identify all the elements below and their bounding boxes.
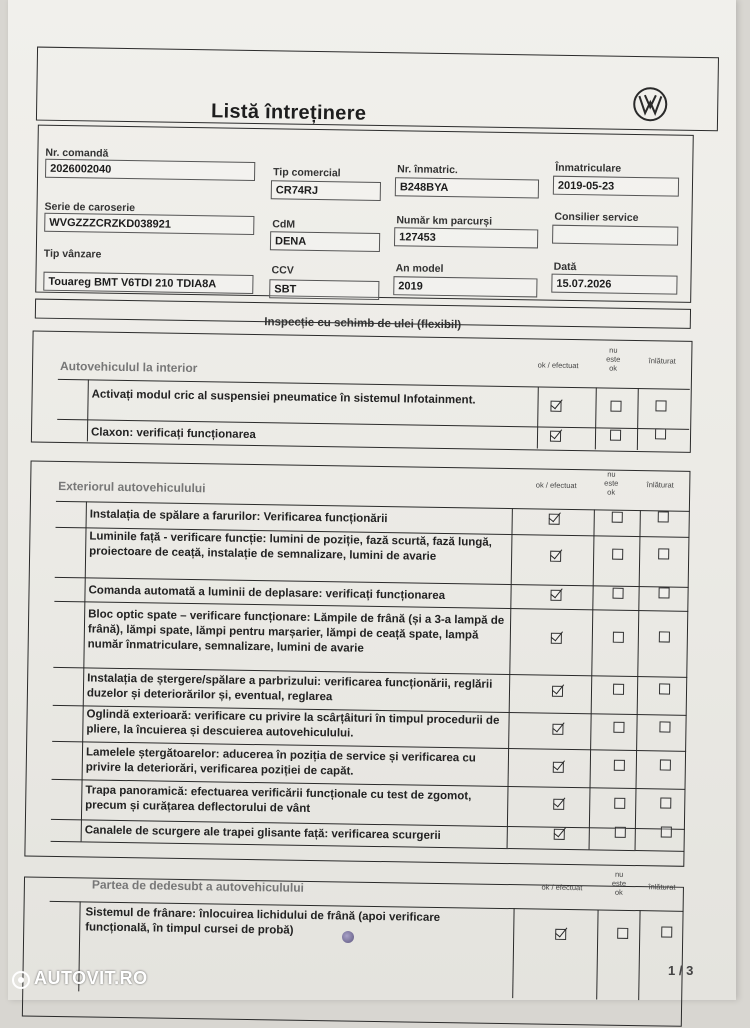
nu-ok-checkbox[interactable] <box>613 632 624 643</box>
ok-checkbox[interactable] <box>553 799 564 810</box>
inlaturat-checkbox[interactable] <box>655 428 666 439</box>
item-text: Instalația de spălare a farurilor: Verificarea funcționării <box>89 508 388 526</box>
col-inlaturat-header: înlăturat <box>646 480 674 490</box>
inlaturat-checkbox[interactable] <box>658 511 669 522</box>
numar-km-value: 127453 <box>394 227 538 248</box>
item-text: Claxon: verificați funcționarea <box>90 426 256 442</box>
nu-ok-checkbox[interactable] <box>613 722 624 733</box>
item-text: Activați modul cric al suspensiei pneumatice în sistemul Infotainment. <box>91 388 476 407</box>
ok-checkbox[interactable] <box>552 686 563 697</box>
ok-checkbox[interactable] <box>549 514 560 525</box>
col-ok-header: ok / efectuat <box>537 360 579 371</box>
page-title: Listă întreținere <box>210 100 367 125</box>
inlaturat-checkbox[interactable] <box>660 759 671 770</box>
ccv-value: SBT <box>269 279 379 300</box>
inlaturat-checkbox[interactable] <box>659 631 670 642</box>
col-nu-ok-header: nu este ok <box>606 345 621 373</box>
nu-ok-checkbox[interactable] <box>612 512 623 523</box>
col-inlaturat-header: înlăturat <box>648 882 676 892</box>
inlaturat-checkbox[interactable] <box>661 926 672 937</box>
inlaturat-checkbox[interactable] <box>658 548 669 559</box>
an-model-label: An model <box>395 262 444 275</box>
ok-checkbox[interactable] <box>550 431 561 442</box>
item-text: Instalația de ștergere/spălare a parbrizului: verificarea funcționării, reglării duzelor și deteriorărilor și, eventual, reglarea <box>86 672 493 704</box>
section-interior-title: Autovehiculul la interior <box>59 358 198 376</box>
col-ok-header: ok / efectuat <box>535 480 577 491</box>
ok-checkbox[interactable] <box>551 633 562 644</box>
title-frame <box>36 47 719 132</box>
item-text: Comanda automată a luminii de deplasare: verificați funcționarea <box>88 584 446 603</box>
nu-ok-checkbox[interactable] <box>613 684 624 695</box>
tip-comercial-label: Tip comercial <box>273 166 341 180</box>
col-nu-ok-header: nu este ok <box>611 869 627 897</box>
numar-km-label: Număr km parcurși <box>396 214 493 228</box>
pen-mark-icon <box>342 931 354 943</box>
nu-ok-checkbox[interactable] <box>612 549 623 560</box>
item-text: Canalele de scurgere ale trapei glisante față: verificarea scurgerii <box>84 824 441 842</box>
nr-inmatric-value: B248BYA <box>395 177 539 198</box>
tip-vanzare-value: Touareg BMT V6TDI 210 TDIA8A <box>43 272 253 294</box>
page-number: 1 / 3 <box>668 963 694 978</box>
serie-caroserie-label: Serie de caroserie <box>44 200 136 215</box>
ok-checkbox[interactable] <box>550 401 561 412</box>
cdm-value: DENA <box>270 231 380 252</box>
data-label: Dată <box>553 260 577 274</box>
inlaturat-checkbox[interactable] <box>655 400 666 411</box>
ok-checkbox[interactable] <box>550 590 561 601</box>
ccv-label: CCV <box>271 264 294 277</box>
item-text: Bloc optic spate – verificare funcționare: Lămpile de frână (și a 3-a lampă de frână), lămpi spate, lămpi pentru marșarier, lămpi de ceață spate, lampă număr înmatriculare, semnalizare, lumini de avarie <box>87 608 505 655</box>
col-inlaturat-header: înlăturat <box>648 356 676 366</box>
section-underbody-title: Partea de dedesubt a autovehiculului <box>91 877 305 895</box>
item-text: Luminile față - verificare funcție: lumini de poziție, fază scurtă, fază lungă, proiectoare de ceață, instalație de semnalizare, lumini de avarie <box>89 530 493 563</box>
section-underbody <box>22 876 684 1026</box>
item-text: Lamelele ștergătoarelor: aducerea în poziția de service și verificarea cu privire la deteriorări, verificarea poziției de capăt. <box>85 746 476 778</box>
ok-checkbox[interactable] <box>550 551 561 562</box>
ok-checkbox[interactable] <box>555 929 566 940</box>
col-ok-header: ok / efectuat <box>541 882 583 893</box>
an-model-value: 2019 <box>393 276 537 297</box>
nu-ok-checkbox[interactable] <box>610 401 621 412</box>
inspection-type: Inspecție cu schimb de ulei (flexibil) <box>264 316 462 332</box>
inlaturat-checkbox[interactable] <box>661 826 672 837</box>
cdm-label: CdM <box>272 218 296 231</box>
nu-ok-checkbox[interactable] <box>612 588 623 599</box>
consilier-label: Consilier service <box>554 210 639 225</box>
nu-ok-checkbox[interactable] <box>614 760 625 771</box>
data-value: 15.07.2026 <box>551 274 677 295</box>
nr-comanda-value: 2026002040 <box>45 159 255 181</box>
nr-comanda-label: Nr. comandă <box>45 146 109 160</box>
inlaturat-checkbox[interactable] <box>658 587 669 598</box>
watermark: AUTOVIT.RO <box>34 968 148 988</box>
inlaturat-checkbox[interactable] <box>659 683 670 694</box>
nu-ok-checkbox[interactable] <box>610 430 621 441</box>
inlaturat-checkbox[interactable] <box>659 721 670 732</box>
section-exterior-title: Exteriorul autovehiculului <box>58 478 206 496</box>
item-text: Trapa panoramică: efectuarea verificării funcționale cu test de zgomot, precum și curățarea deflectorului de vânt <box>85 784 472 815</box>
item-text: Sistemul de frânare: înlocuirea lichidului de frână (apoi verificare funcțională, în timpul cursei de probă) <box>85 906 441 937</box>
nr-inmatric-label: Nr. înmatric. <box>397 163 458 177</box>
ok-checkbox[interactable] <box>553 762 564 773</box>
nu-ok-checkbox[interactable] <box>614 798 625 809</box>
item-text: Oglindă exterioară: verificare cu privire la scârțâituri în timpul procedurii de pliere, la încuierea și descuierea autovehiculului. <box>86 708 500 740</box>
inmatriculare-label: Înmatriculare <box>555 161 622 175</box>
vw-logo-icon <box>632 86 669 123</box>
nu-ok-checkbox[interactable] <box>615 827 626 838</box>
tip-comercial-value: CR74RJ <box>271 180 381 201</box>
inmatriculare-value: 2019-05-23 <box>553 176 679 197</box>
nu-ok-checkbox[interactable] <box>617 928 628 939</box>
watermark-car-icon <box>12 971 30 989</box>
serie-caroserie-value: WVGZZZCRZKD038921 <box>44 213 254 235</box>
col-nu-ok-header: nu este ok <box>604 469 619 497</box>
tip-vanzare-label: Tip vânzare <box>43 247 102 261</box>
consilier-value <box>552 225 678 246</box>
inlaturat-checkbox[interactable] <box>660 797 671 808</box>
ok-checkbox[interactable] <box>552 724 563 735</box>
ok-checkbox[interactable] <box>554 829 565 840</box>
